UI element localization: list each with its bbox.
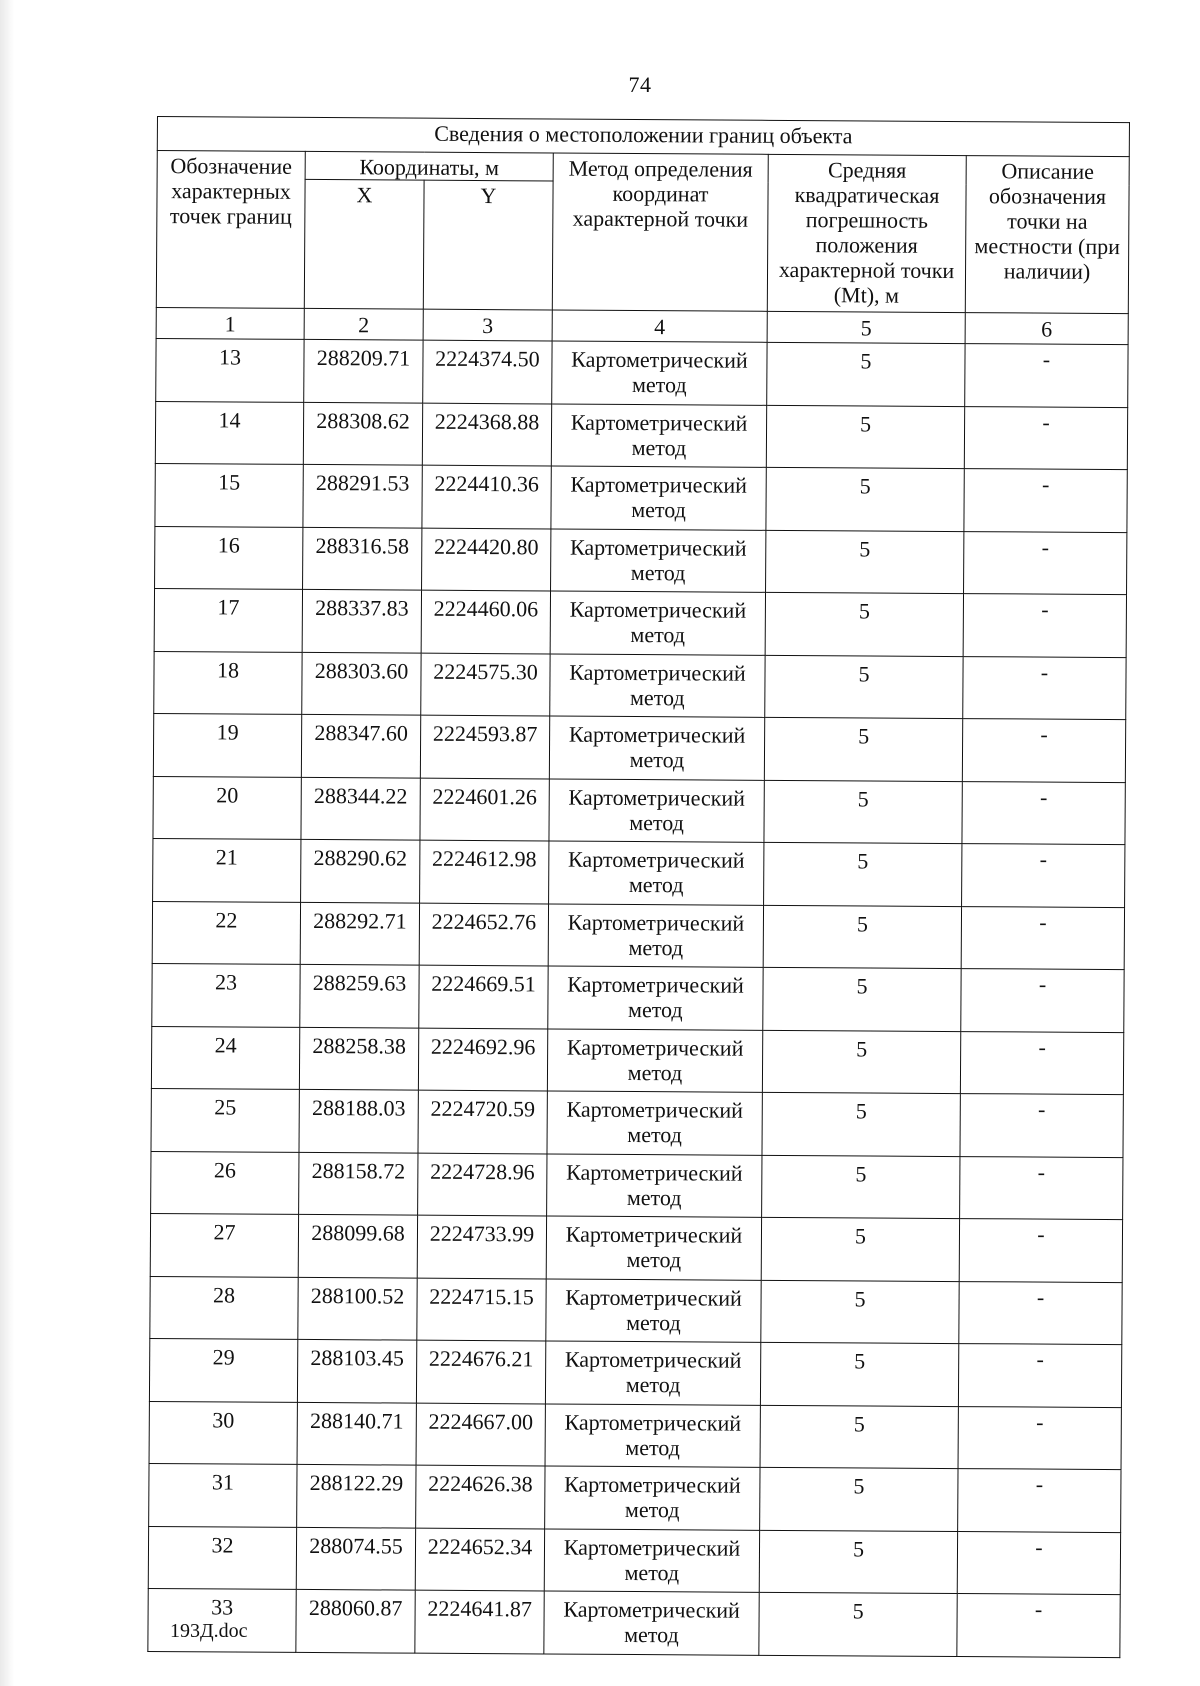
column-number: 2 <box>304 308 423 340</box>
error-cell: 5 <box>764 842 962 906</box>
method-cell: Картометрический метод <box>552 341 767 405</box>
y-coordinate-cell: 2224612.98 <box>420 840 549 903</box>
column-number: 5 <box>767 311 965 343</box>
table-row <box>152 901 1124 970</box>
point-cell: 15 <box>155 463 303 526</box>
table-body <box>148 338 1128 1657</box>
error-cell: 5 <box>766 405 964 469</box>
table-row <box>153 838 1125 907</box>
y-coordinate-cell: 2224652.34 <box>415 1528 544 1591</box>
header-error: Средняя квадратическая погрешность положения характерной точки (Mt), м <box>767 154 966 312</box>
x-coordinate-cell: 288140.71 <box>297 1402 416 1465</box>
table-row <box>151 1088 1123 1157</box>
x-coordinate-cell: 288292.71 <box>300 902 419 965</box>
table-row <box>154 651 1126 720</box>
point-cell: 16 <box>155 526 303 589</box>
header-y: Y <box>423 180 553 310</box>
x-coordinate-cell: 288290.62 <box>301 839 420 902</box>
y-coordinate-cell: 2224676.21 <box>416 1340 545 1403</box>
point-cell: 32 <box>148 1526 296 1589</box>
table-row <box>151 1026 1123 1095</box>
description-cell: - <box>961 969 1124 1033</box>
error-cell: 5 <box>759 1592 957 1656</box>
point-cell: 26 <box>151 1151 299 1214</box>
description-cell: - <box>963 656 1126 720</box>
error-cell: 5 <box>767 342 965 406</box>
point-cell: 31 <box>149 1463 297 1526</box>
x-coordinate-cell: 288347.60 <box>301 714 420 777</box>
method-cell: Картометрический метод <box>549 778 764 842</box>
x-coordinate-cell: 288188.03 <box>299 1089 418 1152</box>
description-cell: - <box>958 1344 1121 1408</box>
y-coordinate-cell: 2224410.36 <box>422 465 551 528</box>
method-cell: Картометрический метод <box>544 1591 759 1655</box>
description-cell: - <box>958 1469 1121 1533</box>
table-row <box>149 1338 1121 1407</box>
y-coordinate-cell: 2224728.96 <box>418 1153 547 1216</box>
description-cell: - <box>964 531 1127 595</box>
method-cell: Картометрический метод <box>545 1466 760 1530</box>
x-coordinate-cell: 288060.87 <box>296 1589 415 1652</box>
x-coordinate-cell: 288308.62 <box>303 402 422 465</box>
description-cell: - <box>960 1156 1123 1220</box>
scan-edge <box>0 0 14 1686</box>
description-cell: - <box>962 719 1125 783</box>
y-coordinate-cell: 2224460.06 <box>421 590 550 653</box>
point-cell: 19 <box>153 713 301 776</box>
method-cell: Картометрический метод <box>544 1528 759 1592</box>
method-cell: Картометрический метод <box>546 1278 761 1342</box>
error-cell: 5 <box>760 1342 958 1406</box>
y-coordinate-cell: 2224715.15 <box>417 1278 546 1341</box>
point-cell: 21 <box>153 838 301 901</box>
description-cell: - <box>963 594 1126 658</box>
description-cell: - <box>958 1406 1121 1470</box>
header-point-designation: Обозначение характерных точек границ <box>156 151 305 309</box>
y-coordinate-cell: 2224593.87 <box>420 715 549 778</box>
point-cell: 17 <box>154 588 302 651</box>
point-cell: 33 <box>148 1588 296 1651</box>
description-cell: - <box>957 1531 1120 1595</box>
error-cell: 5 <box>764 780 962 844</box>
method-cell: Картометрический метод <box>547 1091 762 1155</box>
table-row <box>150 1276 1122 1345</box>
error-cell: 5 <box>766 467 964 531</box>
method-cell: Картометрический метод <box>545 1341 760 1405</box>
error-cell: 5 <box>760 1467 958 1531</box>
x-coordinate-cell: 288259.63 <box>300 964 419 1027</box>
x-coordinate-cell: 288209.71 <box>304 339 423 402</box>
description-cell: - <box>964 406 1127 470</box>
point-cell: 22 <box>152 901 300 964</box>
description-cell: - <box>959 1281 1122 1345</box>
error-cell: 5 <box>764 717 962 781</box>
x-coordinate-cell: 288258.38 <box>299 1027 418 1090</box>
boundary-points-table <box>147 116 1130 1658</box>
error-cell: 5 <box>761 1217 959 1281</box>
table-row <box>154 588 1126 657</box>
y-coordinate-cell: 2224575.30 <box>421 653 550 716</box>
x-coordinate-cell: 288344.22 <box>301 777 420 840</box>
y-coordinate-cell: 2224720.59 <box>418 1090 547 1153</box>
x-coordinate-cell: 288158.72 <box>299 1152 418 1215</box>
table-row <box>153 776 1125 845</box>
x-coordinate-cell: 288099.68 <box>298 1214 417 1277</box>
y-coordinate-cell: 2224374.50 <box>423 340 552 403</box>
table-row <box>150 1213 1122 1282</box>
y-coordinate-cell: 2224420.80 <box>422 528 551 591</box>
y-coordinate-cell: 2224626.38 <box>416 1465 545 1528</box>
y-coordinate-cell: 2224733.99 <box>417 1215 546 1278</box>
point-cell: 29 <box>149 1338 297 1401</box>
y-coordinate-cell: 2224641.87 <box>415 1590 544 1653</box>
table-row <box>153 713 1125 782</box>
point-cell: 27 <box>150 1213 298 1276</box>
error-cell: 5 <box>763 905 961 969</box>
point-cell: 20 <box>153 776 301 839</box>
y-coordinate-cell: 2224652.76 <box>419 903 548 966</box>
header-method: Метод определения координат характерной точки <box>552 153 768 311</box>
header-x: X <box>304 179 424 309</box>
table-row <box>152 963 1124 1032</box>
description-cell: - <box>965 344 1128 408</box>
method-cell: Картометрический метод <box>550 591 765 655</box>
table-caption: Сведения о местоположении границ объекта <box>157 117 1129 157</box>
column-number: 6 <box>965 313 1128 345</box>
error-cell: 5 <box>760 1405 958 1469</box>
method-cell: Картометрический метод <box>548 966 763 1030</box>
point-cell: 23 <box>152 963 300 1026</box>
description-cell: - <box>964 469 1127 533</box>
method-cell: Картометрический метод <box>548 903 763 967</box>
method-cell: Картометрический метод <box>551 403 766 467</box>
page-number: 74 <box>628 72 652 97</box>
x-coordinate-cell: 288337.83 <box>302 589 421 652</box>
table-row <box>148 1526 1120 1595</box>
method-cell: Картометрический метод <box>550 653 765 717</box>
header-coordinates: Координаты, м <box>305 151 553 181</box>
method-cell: Картометрический метод <box>549 841 764 905</box>
description-cell: - <box>961 906 1124 970</box>
description-cell: - <box>962 781 1125 845</box>
x-coordinate-cell: 288122.29 <box>297 1464 416 1527</box>
error-cell: 5 <box>761 1280 959 1344</box>
column-number: 4 <box>552 310 767 342</box>
x-coordinate-cell: 288103.45 <box>297 1339 416 1402</box>
point-cell: 18 <box>154 651 302 714</box>
point-cell: 13 <box>156 338 304 401</box>
x-coordinate-cell: 288100.52 <box>298 1277 417 1340</box>
error-cell: 5 <box>759 1530 957 1594</box>
error-cell: 5 <box>765 592 963 656</box>
y-coordinate-cell: 2224692.96 <box>418 1028 547 1091</box>
description-cell: - <box>962 844 1125 908</box>
y-coordinate-cell: 2224368.88 <box>422 403 551 466</box>
method-cell: Картометрический метод <box>545 1403 760 1467</box>
error-cell: 5 <box>766 530 964 594</box>
error-cell: 5 <box>763 967 961 1031</box>
point-cell: 30 <box>149 1401 297 1464</box>
description-cell: - <box>960 1094 1123 1158</box>
column-number: 1 <box>156 307 304 339</box>
method-cell: Картометрический метод <box>547 1153 762 1217</box>
error-cell: 5 <box>765 655 963 719</box>
description-cell: - <box>959 1219 1122 1283</box>
table-row <box>149 1463 1121 1532</box>
table-row <box>148 1588 1120 1657</box>
table-row <box>149 1401 1121 1470</box>
point-cell: 28 <box>150 1276 298 1339</box>
method-cell: Картометрический метод <box>551 528 766 592</box>
description-cell: - <box>957 1594 1120 1658</box>
table-row <box>151 1151 1123 1220</box>
method-cell: Картометрический метод <box>547 1028 762 1092</box>
footer-file-name: 193Д.doc <box>170 1620 248 1642</box>
method-cell: Картометрический метод <box>546 1216 761 1280</box>
error-cell: 5 <box>762 1092 960 1156</box>
point-cell: 25 <box>151 1088 299 1151</box>
table-row <box>155 463 1127 532</box>
table-row <box>156 338 1128 407</box>
x-coordinate-cell: 288303.60 <box>302 652 421 715</box>
x-coordinate-cell: 288074.55 <box>296 1527 415 1590</box>
point-cell: 24 <box>151 1026 299 1089</box>
table-row <box>155 526 1127 595</box>
x-coordinate-cell: 288316.58 <box>303 527 422 590</box>
table-row <box>155 401 1127 470</box>
error-cell: 5 <box>762 1030 960 1094</box>
method-cell: Картометрический метод <box>551 466 766 530</box>
description-cell: - <box>960 1031 1123 1095</box>
y-coordinate-cell: 2224669.51 <box>419 965 548 1028</box>
y-coordinate-cell: 2224601.26 <box>420 778 549 841</box>
header-description: Описание обозначения точки на местности (при наличии) <box>965 156 1129 314</box>
column-number: 3 <box>423 309 552 341</box>
error-cell: 5 <box>762 1155 960 1219</box>
method-cell: Картометрический метод <box>549 716 764 780</box>
point-cell: 14 <box>155 401 303 464</box>
y-coordinate-cell: 2224667.00 <box>416 1403 545 1466</box>
x-coordinate-cell: 288291.53 <box>303 464 422 527</box>
